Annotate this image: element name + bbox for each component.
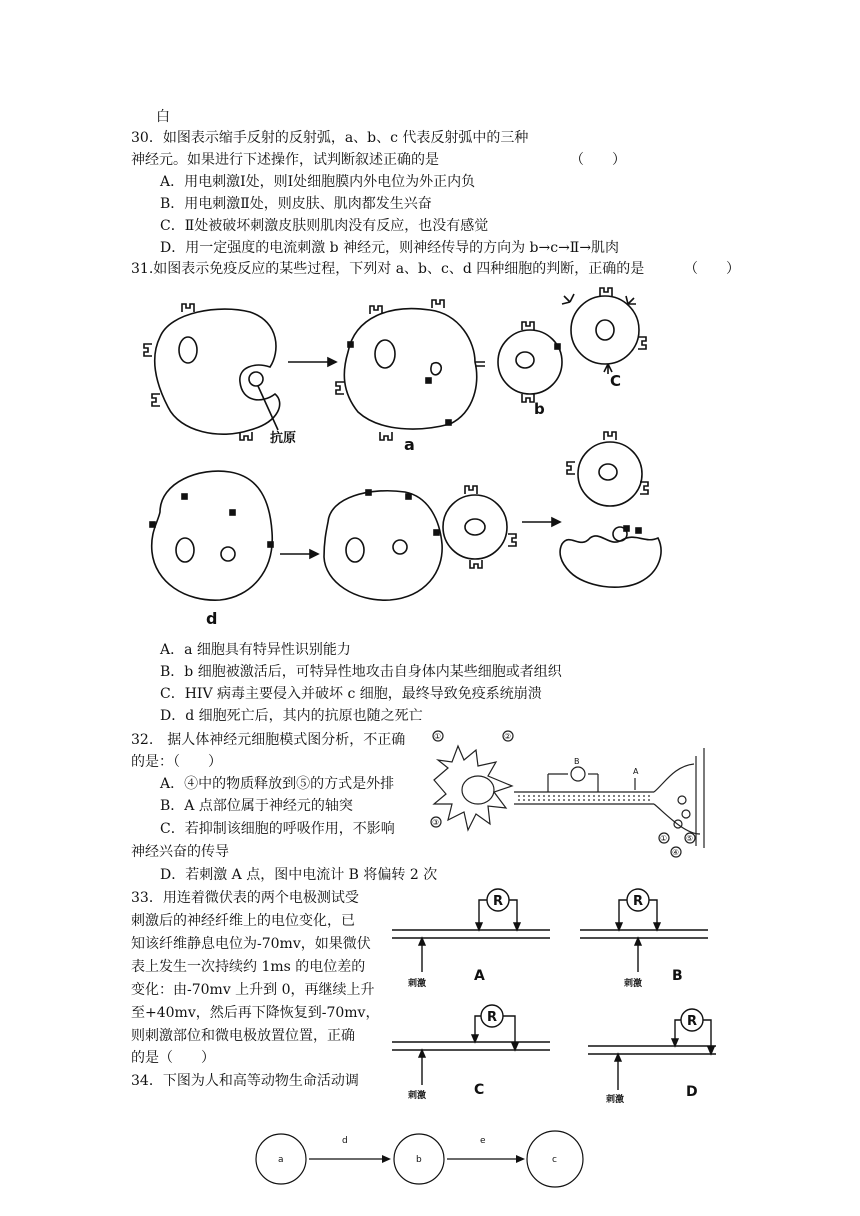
electrode-panels (380, 880, 720, 1116)
macrophage-cell (155, 309, 280, 434)
cell-a (344, 309, 476, 429)
galvanometer-b (571, 767, 585, 781)
panel-label-d: D (686, 1084, 698, 1100)
q32-option-b: B．A 点部位属于神经元的轴突 (160, 798, 353, 814)
panel-a (392, 889, 550, 972)
neuron-soma (434, 746, 512, 830)
q33-line4: 表上发生一次持续约 1ms 的电位差的 (131, 959, 366, 975)
nucleus-d (176, 538, 194, 562)
cell-d-with-t (324, 491, 442, 600)
q32-option-c: C．若抑制该细胞的呼吸作用，不影响 (160, 821, 395, 837)
stim-c: 刺激 (408, 1091, 427, 1101)
q30-stem-line2: 神经元。如果进行下述操作，试判断叙述正确的是 (131, 152, 439, 168)
panel-label-c: C (474, 1082, 485, 1098)
top-fragment: 白 (156, 109, 170, 125)
label-n3: ③ (432, 818, 440, 827)
cell-d (152, 471, 273, 600)
regulation-flow-diagram (255, 1125, 595, 1195)
q33-line6: 至+40mv，然后再下降恢复到-70mv， (131, 1005, 380, 1021)
q33-line3: 知该纤维静息电位为-70mv，如果微伏 (131, 936, 371, 952)
nucleus-1 (179, 337, 197, 363)
stim-a: 刺激 (408, 979, 427, 989)
q32-stem-line2: 的是：（ ） (131, 754, 222, 770)
q30-option-b: B．用电刺激Ⅱ处，则皮肤、肌肉都发生兴奋 (160, 196, 432, 212)
cell-c (571, 296, 639, 364)
q32-stem-line1: 32. 据人体神经元细胞模式图分析，不正确 (131, 732, 406, 748)
q31-option-d: D．d 细胞死亡后，其内的抗原也随之死亡 (160, 708, 423, 724)
immune-response-figure (130, 282, 730, 634)
effector-t-cell (443, 495, 507, 559)
panel-label-a: A (474, 968, 485, 984)
neuron-figure (428, 728, 718, 860)
node-c-label: c (552, 1155, 557, 1165)
q32-option-a: A．④中的物质释放到⑤的方式是外排 (160, 776, 395, 792)
q33-line5: 变化：由-70mv 上升到 0，再继续上升 (131, 982, 375, 998)
meter-d: R (687, 1014, 698, 1029)
label-n1-right: ① (660, 834, 668, 843)
meter-a: R (493, 894, 504, 909)
nucleus (462, 776, 494, 804)
q33-line7: 则刺激部位和微电极放置位置，正确 (131, 1028, 355, 1044)
q30-option-c: C．Ⅱ处被破坏刺激皮肤则肌肉没有反应，也没有感觉 (160, 218, 489, 234)
q30-answer-paren: （ ） (570, 152, 626, 168)
label-n1: ① (434, 732, 442, 741)
panel-c (392, 1005, 550, 1085)
q32-option-d: D．若刺激 A 点，图中电流计 B 将偏转 2 次 (160, 867, 438, 883)
label-galvanometer-b: B (574, 757, 580, 766)
node-a-label: a (278, 1155, 284, 1165)
q31-option-a: A．a 细胞具有特异性识别能力 (160, 642, 351, 658)
antigen-d (221, 547, 235, 561)
q31-option-b: B．b 细胞被激活后，可特异性地攻击自身体内某些细胞或者组织 (160, 664, 562, 680)
q30-option-a: A．用电刺激Ⅰ处，则Ⅰ处细胞膜内外电位为外正内负 (160, 174, 476, 190)
panel-b (580, 889, 708, 972)
antigen-particle (249, 372, 263, 386)
label-point-a: A (633, 767, 639, 776)
q31-stem: 31.如图表示免疫反应的某些过程，下列对 a、b、c、d 四种细胞的判断，正确的是 (131, 261, 645, 277)
nucleus-a (375, 340, 395, 368)
label-antigen: 抗原 (270, 431, 297, 446)
q31-option-c: C．HIV 病毒主要侵入并破坏 c 细胞，最终导致免疫系统崩溃 (160, 686, 542, 702)
q32-option-c-cont: 神经兴奋的传导 (131, 844, 229, 860)
q34-stem: 34．下图为人和高等动物生命活动调 (131, 1073, 359, 1089)
q30-stem-line1: 30．如图表示缩手反射的反射弧，a、b、c 代表反射弧中的三种 (131, 130, 529, 146)
meter-c: R (487, 1010, 498, 1025)
node-b-label: b (416, 1155, 422, 1165)
label-n4: ④ (672, 848, 680, 857)
label-n5: ⑤ (686, 834, 694, 843)
label-cell-d: d (206, 609, 218, 628)
arrow-e-label: e (480, 1136, 486, 1146)
cell-b (498, 330, 562, 394)
label-n2: ② (504, 732, 512, 741)
stim-b: 刺激 (624, 979, 643, 989)
nucleus-c (596, 320, 614, 340)
q31-answer-paren: （ ） (684, 261, 740, 277)
label-cell-b: b (534, 400, 545, 418)
label-cell-c: C (610, 372, 622, 390)
stim-d: 刺激 (606, 1095, 625, 1105)
panel-label-b: B (672, 968, 683, 984)
lysed-cell (560, 536, 661, 587)
q33-line8: 的是（ ） (131, 1050, 215, 1066)
label-cell-a: a (404, 435, 415, 454)
meter-b: R (633, 894, 644, 909)
q30-option-d: D．用一定强度的电流刺激 b 神经元，则神经传导的方向为 b→c→Ⅱ→肌肉 (160, 240, 620, 256)
q33-line2: 刺激后的神经纤维上的电位变化，已 (131, 913, 355, 929)
arrow-d-label: d (342, 1136, 348, 1146)
q33-line1: 33．用连着微伏表的两个电极测试受 (131, 890, 359, 906)
nucleus-b (516, 352, 534, 368)
